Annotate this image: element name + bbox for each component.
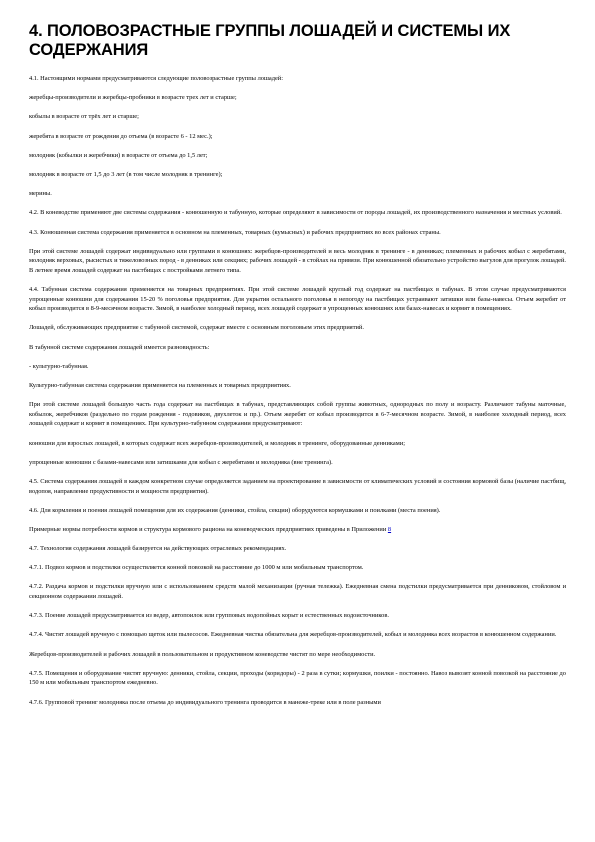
paragraph: жеребята в возрасте от рождения до отъема (в возрасте 6 - 12 мес.); <box>29 132 213 140</box>
paragraph: мерины. <box>29 190 52 198</box>
paragraph: жеребцы-производители и жеребцы-пробники в возрасте трех лет и старше; <box>29 94 237 102</box>
paragraph: При этой системе лошадей большую часть года содержат на пастбищах в табунах, представляющих собой группы животных, однородных по полу и возрасту. Различают табуны маточные, кобылок, жеребчиков (раздельно по годам рождения - годовиков, двухлеток и пр.). Отъем жеребят от кобыл производится в 6-7-месячном возрасте. Зимой, в наиболее холодный период, всех лошадей содержат и кормят в помещениях. При культурно-табунном содержании предусматривают: <box>29 401 566 428</box>
paragraph: 4.5. Система содержания лошадей в каждом конкретном случае определяется заданием на проектирование в зависимости от климатических условий и состояния кормовой базы (наличие пастбищ, водопоя, направление продуктивности и мощности предприятия). <box>29 477 566 495</box>
paragraph: молодняк в возрасте от 1,5 до 3 лет (в том числе молодняк в тренинге); <box>29 170 223 178</box>
appendix-link[interactable]: 8 <box>387 525 392 533</box>
paragraph: - культурно-табунная. <box>29 362 89 370</box>
paragraph: 4.7.2. Раздача кормов и подстилки вручную или с использованием средств малой механизации (ручная тележка). Ежедневная смена подстилки предусматривается при денниковом, стойловом и секционном содержании лошадей. <box>29 583 566 601</box>
paragraph: 4.4. Табунная система содержания применяется на товарных предприятиях. При этой системе лошадей круглый год содержат на пастбищах в табунах. В этом случае предусматриваются упрощенные конюшни для содержания 15-20 % поголовья предприятия. Для укрытия остального поголовья в непогоду на пастбищах устраивают затишки или базы-навесы. Отъем жеребят от кобыл производится в 8-9-месячном возрасте. Зимой, в наиболее холодный период, всех лошадей содержат в упрощенных конюшнях или базах-навесах и кормят в помещениях. <box>29 286 566 313</box>
paragraph: молодняк (кобылки и жеребчики) в возрасте от отъема до 1,5 лет; <box>29 151 208 159</box>
paragraph: 4.7.6. Групповой тренинг молодняка после отъема до индивидуального тренинга проводится в манеже-треке или в поле разными <box>29 698 381 706</box>
page-title: 4. ПОЛОВОЗРАСТНЫЕ ГРУППЫ ЛОШАДЕЙ И СИСТЕМЫ ИХ СОДЕРЖАНИЯ <box>29 22 511 59</box>
paragraph: 4.2. В коневодстве применяют две системы содержания - конюшенную и табунную, которые определяют в зависимости от породы лошадей, их производственного назначения и местных условий. <box>29 209 562 217</box>
paragraph: В табунной системе содержания лошадей имеется разновидность: <box>29 343 210 351</box>
document-body <box>29 74 566 707</box>
paragraph: 4.6. Для кормления и поения лошадей помещения для их содержания (денники, стойла, секции) оборудуются кормушками и поилками (места поения). <box>29 506 441 514</box>
paragraph: При этой системе лошадей содержат индивидуально или группами в конюшнях: жеребцов-производителей и весь молодняк в тренинге - в денниках; племенных и рабочих кобыл с жеребятами, молодняк верховых, рысистых и тяжеловозных пород - в денниках или секциях; рабочих лошадей - в стойлах на привязи. При конюшенной обязательно устройство выгулов для прогулок лошадей. В летнее время лошадей содержат на пастбищах с постройками летнего типа. <box>29 247 566 274</box>
paragraph: конюшни для взрослых лошадей, в которых содержат всех жеребцов-производителей, и молодняк в тренинге, оборудованные денниками; <box>29 439 405 447</box>
paragraph: упрощенные конюшни с базами-навесами или затишками для кобыл с жеребятами и молодняка (вне тренинга). <box>29 458 333 466</box>
paragraph: 4.7.1. Подвоз кормов и подстилки осуществляется конной повозкой на расстояние до 1000 м или мобильным транспортом. <box>29 564 364 572</box>
paragraph-text: Примерные нормы потребности кормов и структура кормового рациона на коневодческих предприятиях приведены в Приложении <box>29 525 388 533</box>
paragraph: Лошадей, обслуживающих предприятие с табунной системой, содержат вместе с основным поголовьем этих предприятий. <box>29 324 364 332</box>
paragraph: 4.7.3. Поение лошадей предусматривается из ведер, автопоилок или групповых водопойных корыт и естественных водоисточников. <box>29 612 389 620</box>
paragraph: Культурно-табунная система содержания применяется на племенных и товарных предприятиях. <box>29 382 291 389</box>
paragraph: 4.7.4. Чистят лошадей вручную с помощью щеток или пылесосов. Ежедневная чистка обязательна для жеребцов-производителей, кобыл и молодняка всех возрастов в конюшенном содержании. <box>29 631 557 639</box>
paragraph: 4.7.5. Помещения и оборудование чистят вручную: денники, стойла, секции, проходы (коридоры) - 2 раза в сутки; кормушки, поилки - постоянно. Навоз вывозят конной повозкой на расстояние до 150 м или мобильным транспортом ежедневно. <box>29 669 566 687</box>
paragraph: Жеребцов-производителей и рабочих лошадей в пользовательном и продуктивном коневодстве чистят по мере необходимости. <box>29 650 376 658</box>
paragraph: 4.7. Технология содержания лошадей базируется на действующих отраслевых рекомендациях. <box>29 545 287 553</box>
paragraph: кобылы в возрасте от трёх лет и старше; <box>29 113 139 121</box>
paragraph: 4.3. Конюшенная система содержания применяется в основном на племенных, товарных (кумысных) и рабочих предприятиях во всех районах страны. <box>29 228 441 236</box>
paragraph: 4.1. Настоящими нормами предусматриваются следующие половозрастные группы лошадей: <box>29 75 283 82</box>
paragraph-with-appendix-link <box>29 525 566 535</box>
